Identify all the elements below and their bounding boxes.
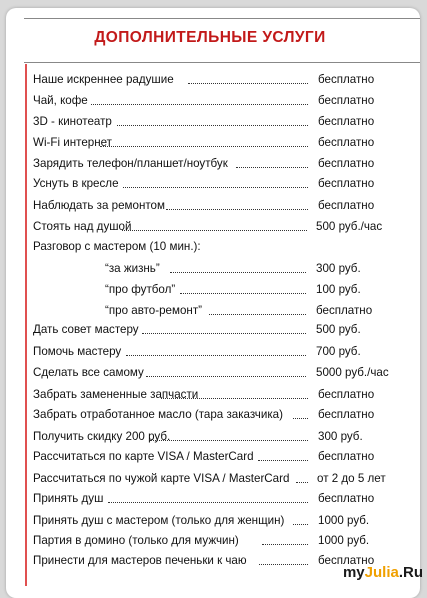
service-label: Принять душ bbox=[33, 492, 104, 505]
service-price: 300 руб. bbox=[316, 262, 361, 275]
service-row bbox=[0, 217, 427, 237]
service-row bbox=[0, 133, 427, 153]
dot-leader bbox=[91, 104, 308, 105]
service-price: бесплатно bbox=[318, 136, 375, 149]
title-top-rule bbox=[24, 18, 420, 19]
service-price: 300 руб. bbox=[318, 430, 363, 443]
service-row bbox=[0, 531, 427, 551]
service-label: Сделать все самому bbox=[33, 366, 144, 379]
service-label: Получить скидку 200 руб. bbox=[33, 430, 171, 443]
service-label: Помочь мастеру bbox=[33, 345, 122, 358]
service-label: Принести для мастеров печеньки к чаю bbox=[33, 554, 247, 567]
service-row bbox=[0, 342, 427, 362]
dot-leader bbox=[180, 293, 306, 294]
service-label: Забрать отработанное масло (тара заказчика) bbox=[33, 408, 283, 421]
service-label: Забрать замененные запчасти bbox=[33, 388, 199, 401]
service-label: Стоять над душой bbox=[33, 220, 132, 233]
dot-leader bbox=[142, 333, 306, 334]
service-price: бесплатно bbox=[318, 492, 375, 505]
service-price: бесплатно bbox=[316, 304, 373, 317]
service-row bbox=[0, 489, 427, 509]
service-price: 500 руб./час bbox=[316, 220, 383, 233]
service-label: “за жизнь” bbox=[105, 262, 160, 275]
service-row bbox=[0, 447, 427, 467]
service-label: Наше искреннее радушие bbox=[33, 73, 174, 86]
service-row bbox=[0, 174, 427, 194]
service-label: Дать совет мастеру bbox=[33, 323, 139, 336]
service-price: бесплатно bbox=[318, 554, 375, 567]
dot-leader bbox=[293, 524, 308, 525]
service-row bbox=[0, 427, 427, 447]
service-price: бесплатно bbox=[318, 157, 375, 170]
service-label: 3D - кинотеатр bbox=[33, 115, 112, 128]
service-price: бесплатно bbox=[318, 388, 375, 401]
service-price: 1000 руб. bbox=[318, 534, 370, 547]
service-label: Чай, кофе bbox=[33, 94, 88, 107]
watermark-logo: myJulia.Ru bbox=[342, 564, 423, 581]
service-price: бесплатно bbox=[318, 199, 375, 212]
service-price: бесплатно bbox=[318, 177, 375, 190]
dot-leader bbox=[170, 272, 306, 273]
service-price: 700 руб. bbox=[316, 345, 361, 358]
service-label: Разговор с мастером (10 мин.): bbox=[33, 240, 201, 253]
dot-leader bbox=[262, 544, 308, 545]
title-bottom-rule bbox=[24, 62, 420, 63]
service-label: “про футбол” bbox=[105, 283, 176, 296]
service-row bbox=[0, 320, 427, 340]
dot-leader bbox=[108, 502, 308, 503]
dot-leader bbox=[161, 398, 308, 399]
dot-leader bbox=[126, 355, 306, 356]
dot-leader bbox=[293, 418, 308, 419]
service-price: бесплатно bbox=[318, 408, 375, 421]
dot-leader bbox=[209, 314, 306, 315]
service-price: бесплатно bbox=[318, 73, 375, 86]
service-label: Принять душ с мастером (только для женщин) bbox=[33, 514, 285, 527]
dot-leader bbox=[259, 564, 308, 565]
dot-leader bbox=[117, 125, 308, 126]
service-row bbox=[0, 91, 427, 111]
service-row bbox=[0, 154, 427, 174]
service-price: 500 руб. bbox=[316, 323, 361, 336]
service-row bbox=[0, 280, 427, 300]
service-price: от 2 до 5 лет bbox=[317, 472, 386, 485]
dot-leader bbox=[236, 167, 308, 168]
dot-leader bbox=[150, 440, 308, 441]
dot-leader bbox=[146, 376, 306, 377]
service-price: 5000 руб./час bbox=[316, 366, 389, 379]
service-row bbox=[0, 385, 427, 405]
dot-leader bbox=[123, 187, 308, 188]
dot-leader bbox=[296, 482, 308, 483]
service-row bbox=[0, 363, 427, 383]
service-row bbox=[0, 469, 427, 489]
service-label: Рассчитаться по карте VISA / MasterCard bbox=[33, 450, 254, 463]
service-label: Уснуть в кресле bbox=[33, 177, 119, 190]
service-price: бесплатно bbox=[318, 94, 375, 107]
service-label: Рассчитаться по чужой карте VISA / MasterCard bbox=[33, 472, 290, 485]
service-row bbox=[0, 259, 427, 279]
service-row bbox=[0, 70, 427, 90]
service-label: “про авто-ремонт” bbox=[105, 304, 202, 317]
service-price: бесплатно bbox=[318, 450, 375, 463]
service-price: 100 руб. bbox=[316, 283, 361, 296]
service-row bbox=[0, 405, 427, 425]
service-price: 1000 руб. bbox=[318, 514, 370, 527]
service-label: Зарядить телефон/планшет/ноутбук bbox=[33, 157, 228, 170]
service-row bbox=[0, 112, 427, 132]
service-price: бесплатно bbox=[318, 115, 375, 128]
service-row bbox=[0, 237, 427, 257]
service-label: Партия в домино (только для мужчин) bbox=[33, 534, 239, 547]
service-row bbox=[0, 196, 427, 216]
dot-leader bbox=[100, 146, 308, 147]
service-row bbox=[0, 511, 427, 531]
page-title: ДОПОЛНИТЕЛЬНЫЕ УСЛУГИ bbox=[94, 29, 326, 46]
dot-leader bbox=[166, 209, 308, 210]
dot-leader bbox=[188, 83, 308, 84]
dot-leader bbox=[122, 230, 307, 231]
dot-leader bbox=[258, 460, 308, 461]
service-label: Wi-Fi интернет bbox=[33, 136, 112, 149]
service-label: Наблюдать за ремонтом bbox=[33, 199, 165, 212]
service-row bbox=[0, 301, 427, 321]
